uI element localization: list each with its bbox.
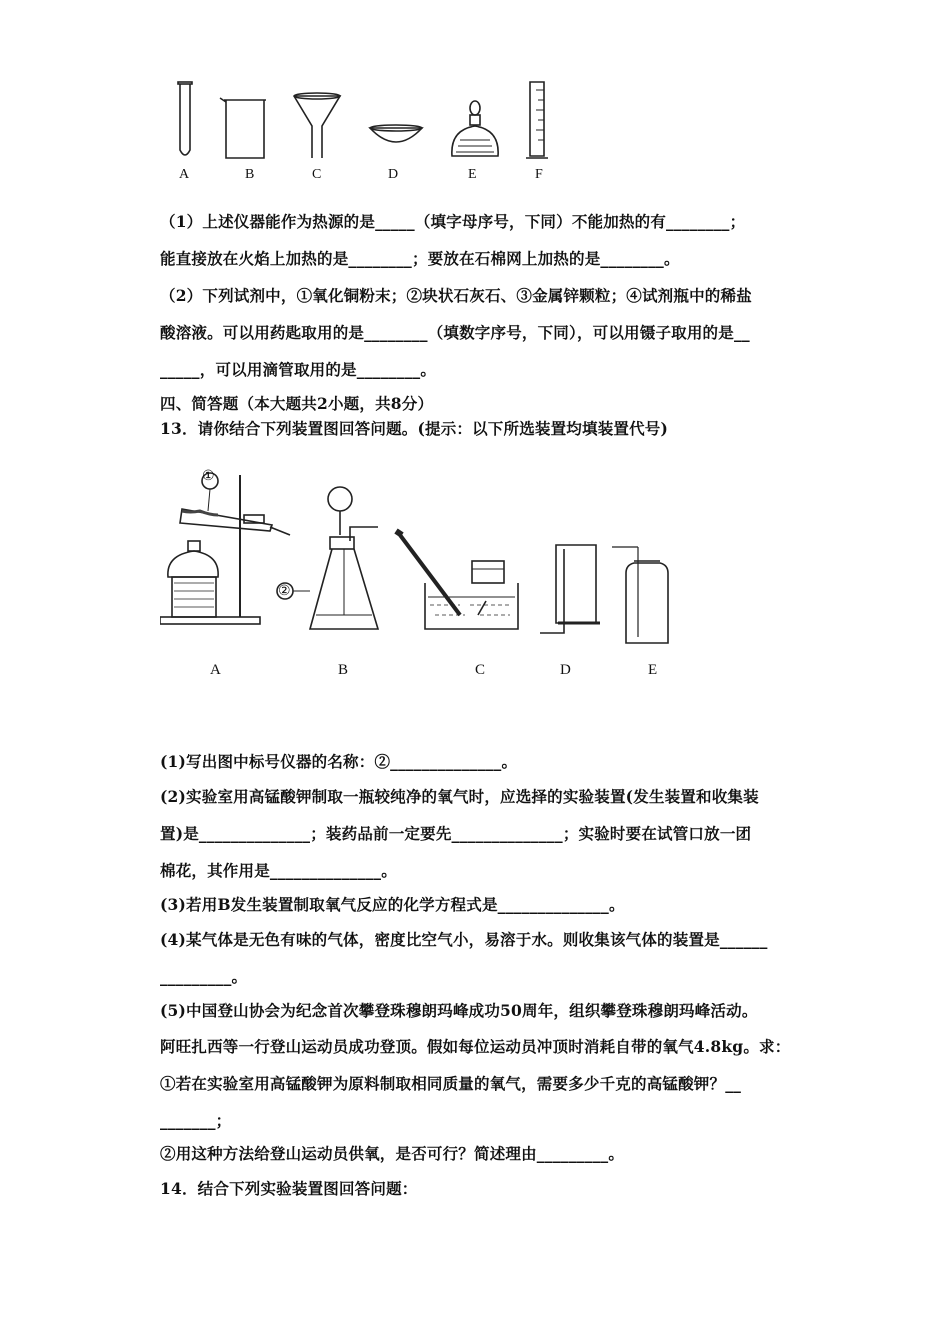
label-a: A <box>179 167 190 182</box>
text-line: （1）上述仪器能作为热源的是_____（填字母序号，下同）不能加热的有________； <box>160 212 746 231</box>
label-f: F <box>535 167 543 182</box>
apparatus-label-a: A <box>210 662 221 678</box>
apparatus-b-drawing <box>277 487 378 629</box>
question-line: _______； <box>160 1111 232 1130</box>
apparatus-a-drawing <box>160 473 290 624</box>
question-line: (3)若用B发生装置制取氧气反应的化学方程式是______________。 <box>160 895 625 914</box>
apparatus-e-drawing <box>612 547 668 643</box>
question-line: ②用这种方法给登山运动员供氧，是否可行？简述理由_________。 <box>160 1144 625 1163</box>
funnel-drawing <box>294 93 340 158</box>
label-d: D <box>388 167 399 182</box>
label-c: C <box>312 167 322 182</box>
question-line: 棉花，其作用是______________。 <box>160 861 397 880</box>
question-line: (4)某气体是无色有味的气体，密度比空气小，易溶于水。则收集该气体的装置是______ <box>160 930 768 949</box>
question-line: (2)实验室用高锰酸钾制取一瓶较纯净的氧气时，应选择的实验装置(发生装置和收集装 <box>160 787 759 806</box>
apparatus-marker-2: ② <box>278 584 291 599</box>
label-e: E <box>468 167 477 182</box>
apparatus-marker-1: ① <box>202 469 215 484</box>
question-line: _________。 <box>160 967 248 986</box>
apparatus-c-drawing <box>396 531 518 629</box>
text-line: _____，可以用滴管取用的是________。 <box>160 360 437 379</box>
question-line: ①若在实验室用高锰酸钾为原料制取相同质量的氧气，需要多少千克的高锰酸钾？__ <box>160 1074 742 1093</box>
text-line: 酸溶液。可以用药匙取用的是________（填数字序号，下同），可以用镊子取用的是__ <box>160 323 750 342</box>
test-tube-drawing <box>178 82 192 155</box>
question-line: (1)写出图中标号仪器的名称：②______________。 <box>160 752 518 771</box>
section-heading: 四、简答题（本大题共2小题，共8分） <box>160 394 434 413</box>
question-line: 阿旺扎西等一行登山运动员成功登顶。假如每位运动员冲顶时消耗自带的氧气4.8kg。求： <box>160 1037 791 1056</box>
text-line: 能直接放在火焰上加热的是________；要放在石棉网上加热的是________。 <box>160 249 680 268</box>
graduated-cylinder-drawing <box>526 82 548 158</box>
apparatus-label-b: B <box>338 662 349 678</box>
question-line: (5)中国登山协会为纪念首次攀登珠穆朗玛峰成功50周年，组织攀登珠穆朗玛峰活动。 <box>160 1001 758 1020</box>
question-line: 置)是______________；装药品前一定要先______________；实验时要在试管口放一团 <box>160 824 752 843</box>
apparatus-label-c: C <box>475 662 486 678</box>
apparatus-label-d: D <box>560 662 571 678</box>
instruments-figure <box>160 70 580 190</box>
text-line: （2）下列试剂中，①氧化铜粉末；②块状石灰石、③金属锌颗粒；④试剂瓶中的稀盐 <box>160 286 752 305</box>
beaker-drawing <box>220 98 266 158</box>
apparatus-d-drawing <box>540 545 600 633</box>
alcohol-lamp-drawing <box>452 101 498 156</box>
apparatus-figure <box>160 465 690 645</box>
evaporating-dish-drawing <box>370 125 422 142</box>
question-14-title: 14．结合下列实验装置图回答问题： <box>160 1179 418 1198</box>
label-b: B <box>245 167 255 182</box>
apparatus-label-e: E <box>648 662 658 678</box>
question-13-title: 13．请你结合下列装置图回答问题。(提示：以下所选装置均填装置代号) <box>160 419 669 438</box>
